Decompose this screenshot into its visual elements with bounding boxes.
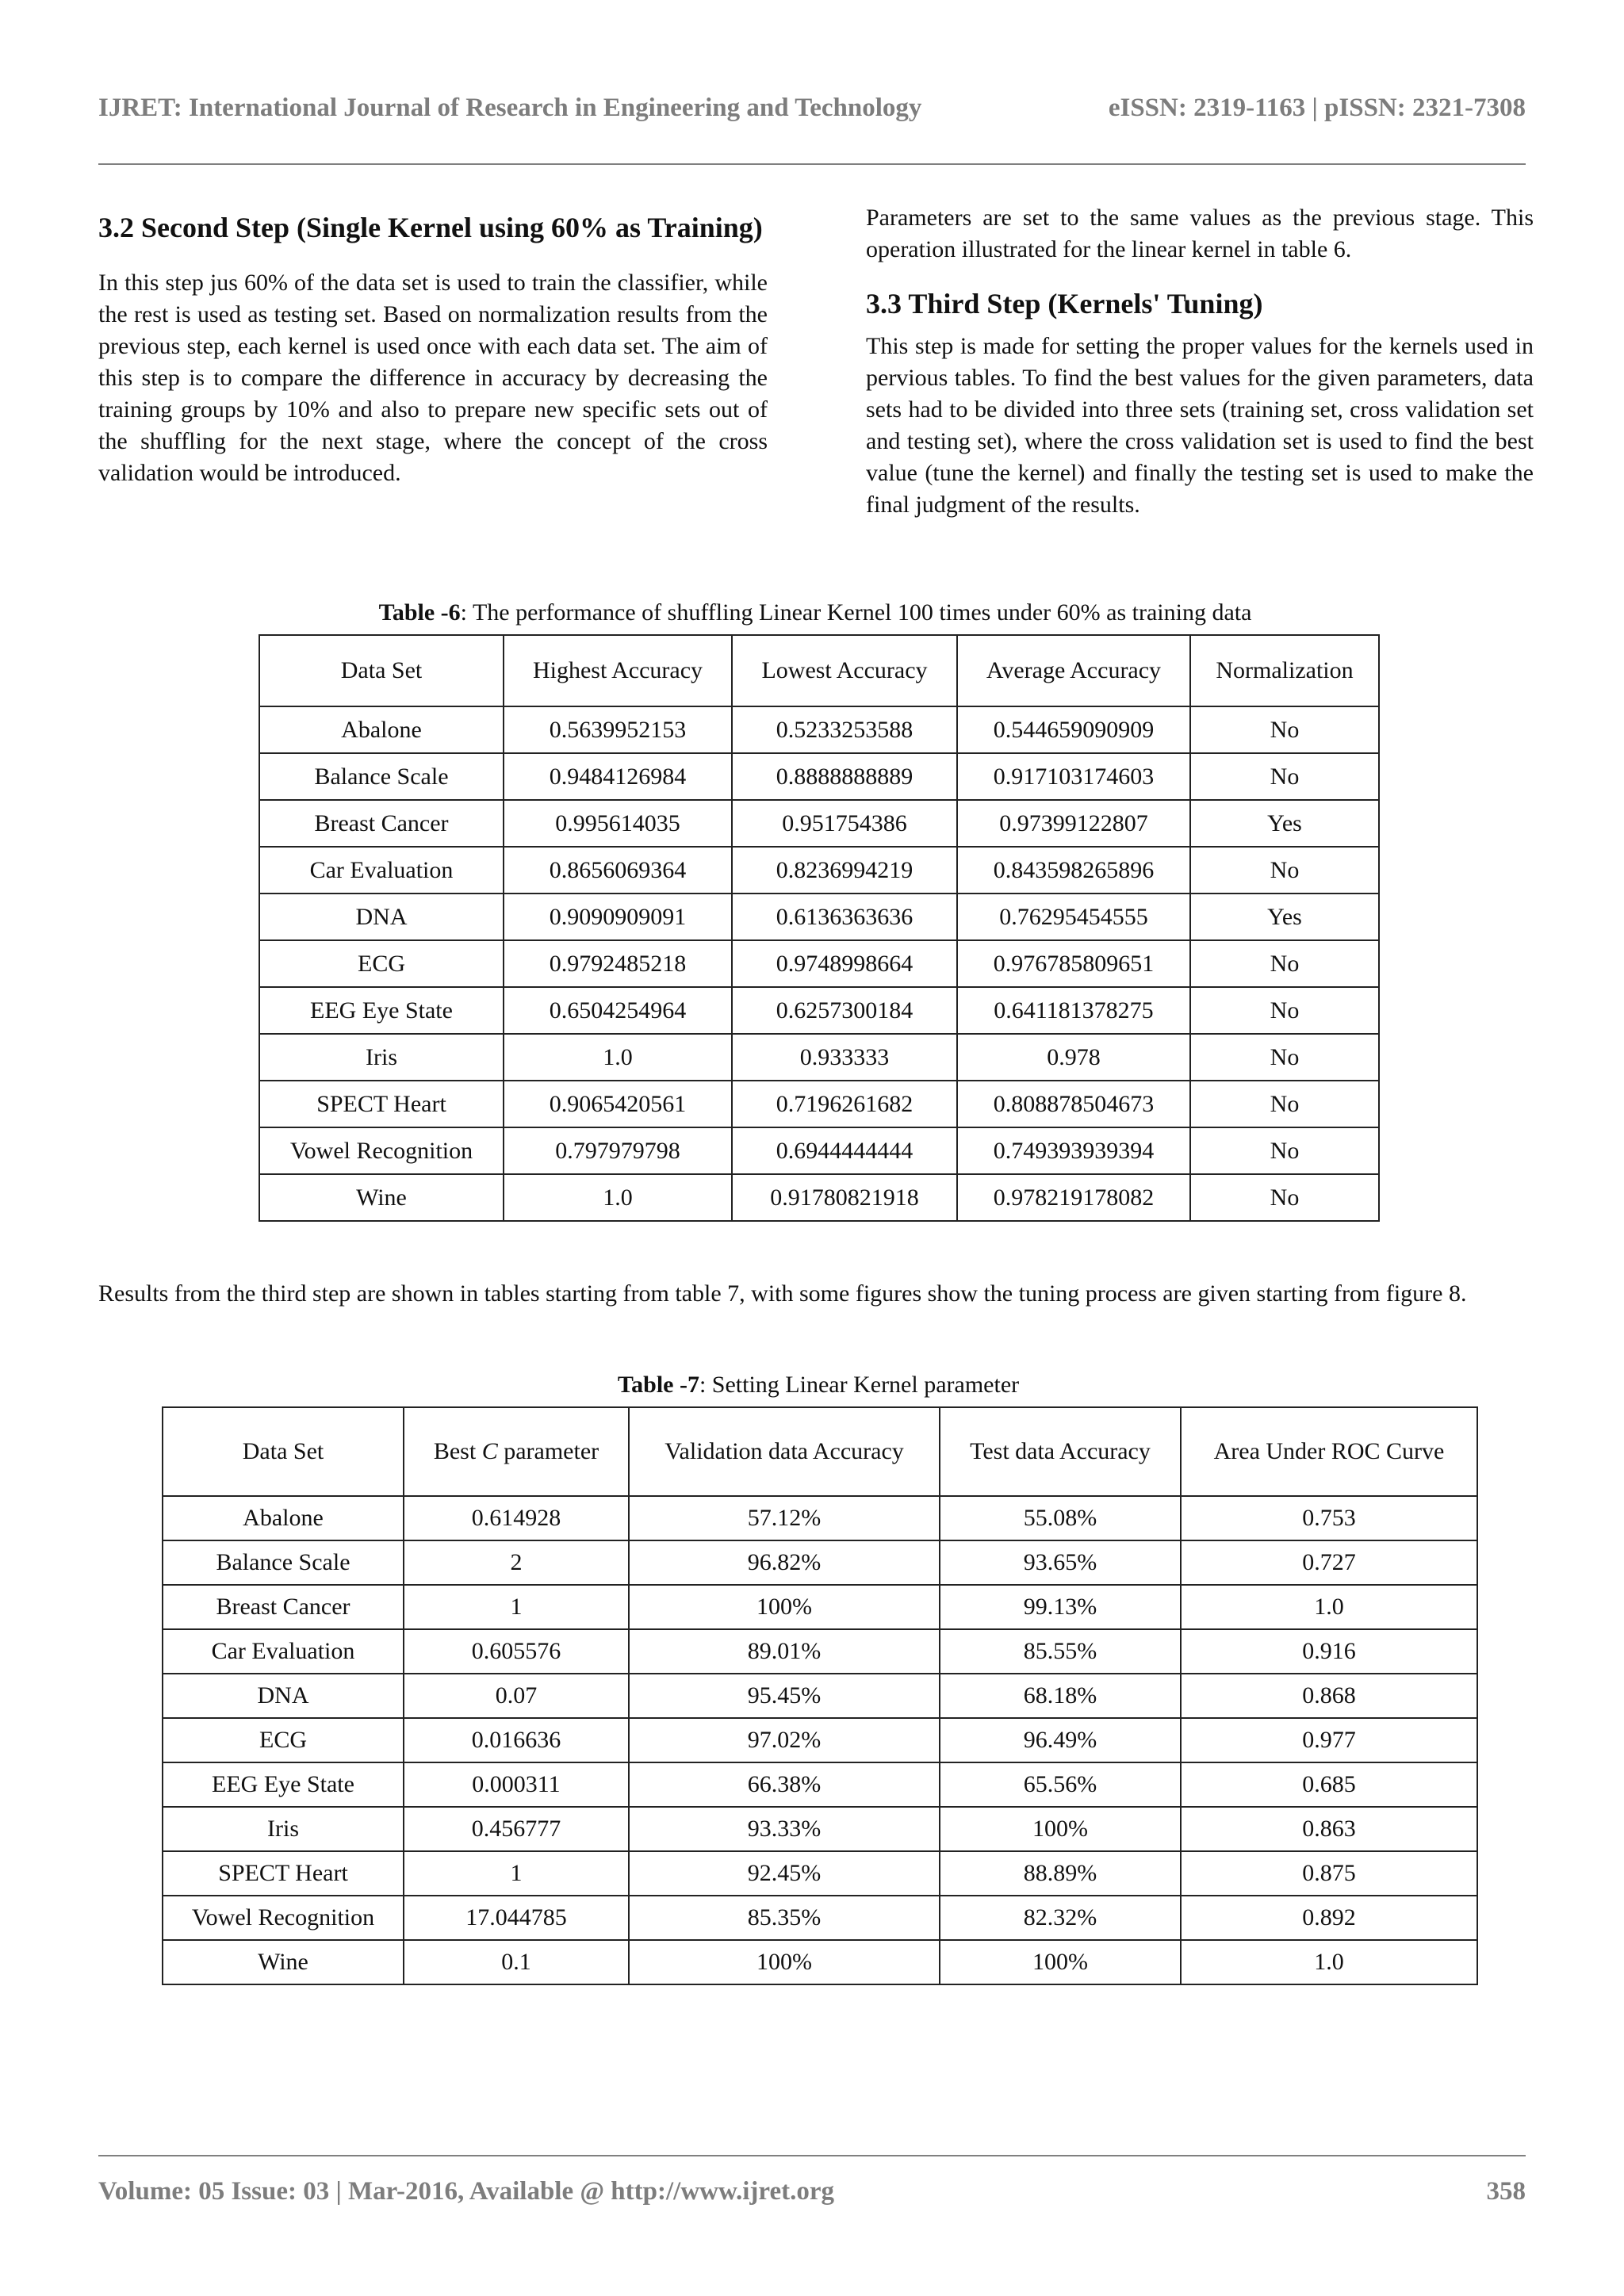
table6-row — [259, 987, 1379, 1034]
table6-header-row — [259, 635, 1379, 706]
table6-row — [259, 753, 1379, 800]
table7-cell: 0.1 — [404, 1940, 629, 1984]
table7-cell: 85.35% — [629, 1896, 940, 1940]
table7-cell: Iris — [163, 1807, 404, 1851]
section-3-2-heading: 3.2 Second Step (Single Kernel using 60% as Training) — [98, 212, 763, 243]
table6-cell: EEG Eye State — [259, 987, 504, 1034]
table7-cell: ECG — [163, 1718, 404, 1762]
table6-cell: Abalone — [259, 706, 504, 753]
table7-cell: 0.875 — [1181, 1851, 1477, 1896]
table7-cell: 96.49% — [940, 1718, 1181, 1762]
table7-cell: 0.868 — [1181, 1674, 1477, 1718]
table6-cell: 0.6504254964 — [504, 987, 732, 1034]
table7-cell: DNA — [163, 1674, 404, 1718]
table6-row — [259, 940, 1379, 987]
table6-cell: Wine — [259, 1174, 504, 1221]
table6-cell: 0.917103174603 — [957, 753, 1190, 800]
table6-cell: 0.97399122807 — [957, 800, 1190, 847]
table6-cell: 0.995614035 — [504, 800, 732, 847]
table7-cell: 68.18% — [940, 1674, 1181, 1718]
table7-cell: 99.13% — [940, 1585, 1181, 1629]
table6-cell: 0.5639952153 — [504, 706, 732, 753]
table6-cell: 0.978219178082 — [957, 1174, 1190, 1221]
table7-cell: 0.000311 — [404, 1762, 629, 1807]
table6-cell: 0.6944444444 — [732, 1127, 957, 1174]
table6-body — [259, 706, 1379, 1221]
table7-cell: 55.08% — [940, 1496, 1181, 1540]
table7-cell: 0.605576 — [404, 1629, 629, 1674]
table6-cell: 0.7196261682 — [732, 1081, 957, 1127]
table7-row — [163, 1762, 1477, 1807]
table6-cell: DNA — [259, 894, 504, 940]
table7-caption — [162, 1372, 1475, 1399]
table6-cell: 0.6136363636 — [732, 894, 957, 940]
table7-row — [163, 1674, 1477, 1718]
table6-cell: Breast Cancer — [259, 800, 504, 847]
table6-row — [259, 706, 1379, 753]
table7-cell: 95.45% — [629, 1674, 940, 1718]
table7-cell: 82.32% — [940, 1896, 1181, 1940]
table7-cell: 100% — [940, 1940, 1181, 1984]
issn-info: eISSN: 2319-1163 | pISSN: 2321-7308 — [1108, 94, 1526, 122]
table6-header-cell: Lowest Accuracy — [732, 635, 957, 706]
table7-row — [163, 1718, 1477, 1762]
table7-cell: 0.614928 — [404, 1496, 629, 1540]
table6-cell: 0.8236994219 — [732, 847, 957, 894]
journal-title: IJRET: International Journal of Research in Engineering and Technology — [98, 94, 922, 122]
table6-row — [259, 1174, 1379, 1221]
table7-row — [163, 1629, 1477, 1674]
table6-cell: 0.9090909091 — [504, 894, 732, 940]
table7-cell: Breast Cancer — [163, 1585, 404, 1629]
results-paragraph: Results from the third step are shown in tables starting from table 7, with some figures show the tuning process are given starting from figure 8. — [98, 1280, 1467, 1307]
table7-cell: 100% — [629, 1585, 940, 1629]
table6-header-cell: Data Set — [259, 635, 504, 706]
table7-cell: 0.456777 — [404, 1807, 629, 1851]
table7-cell: Abalone — [163, 1496, 404, 1540]
table7-row — [163, 1496, 1477, 1540]
table7-header-cell: Area Under ROC Curve — [1181, 1407, 1477, 1496]
table7-cell: 0.727 — [1181, 1540, 1477, 1585]
table7-cell: 100% — [629, 1940, 940, 1984]
table7-cell: 88.89% — [940, 1851, 1181, 1896]
table7-cell: 66.38% — [629, 1762, 940, 1807]
table6-cell: 1.0 — [504, 1174, 732, 1221]
table7-cell: EEG Eye State — [163, 1762, 404, 1807]
table7-cell: Vowel Recognition — [163, 1896, 404, 1940]
table7-cell: 1.0 — [1181, 1940, 1477, 1984]
table7-header-cell: Validation data Accuracy — [629, 1407, 940, 1496]
table6-cell: No — [1190, 940, 1379, 987]
table6-row — [259, 1081, 1379, 1127]
table7-header-row — [163, 1407, 1477, 1496]
table7-caption-text: : Setting Linear Kernel parameter — [699, 1372, 1020, 1398]
table7-cell: 100% — [940, 1807, 1181, 1851]
table7-cell: 0.753 — [1181, 1496, 1477, 1540]
table6 — [259, 634, 1380, 1222]
table6-row — [259, 1127, 1379, 1174]
table7-cell: 85.55% — [940, 1629, 1181, 1674]
page-footer — [98, 2155, 1526, 2206]
table6-cell: 0.9792485218 — [504, 940, 732, 987]
table6-cell: 0.951754386 — [732, 800, 957, 847]
table6-cell: 0.76295454555 — [957, 894, 1190, 940]
table6-row — [259, 800, 1379, 847]
right-intro-paragraph: Parameters are set to the same values as the previous stage. This operation illustrated for the linear kernel in table 6. — [866, 205, 1534, 262]
right-column — [866, 202, 1534, 521]
table7-cell: 2 — [404, 1540, 629, 1585]
table6-cell: No — [1190, 987, 1379, 1034]
table7-cell: 93.33% — [629, 1807, 940, 1851]
table6-cell: 0.9484126984 — [504, 753, 732, 800]
section-3-2-body: In this step jus 60% of the data set is used to train the classifier, while the rest is used as testing set. Based on normalization results from the previous step, each kernel is used once with each data set. The aim of this step is to compare the difference in accuracy by decreasing the training groups by 10% and also to prepare new specific sets out of the shuffling for the next stage, where the concept of the cross validation would be introduced. — [98, 270, 768, 486]
table7-cell: 0.016636 — [404, 1718, 629, 1762]
table7-row — [163, 1585, 1477, 1629]
table7-cell: Balance Scale — [163, 1540, 404, 1585]
table7-row — [163, 1896, 1477, 1940]
table7-cell: 97.02% — [629, 1718, 940, 1762]
table6-cell: Iris — [259, 1034, 504, 1081]
page-number: 358 — [1486, 2177, 1526, 2206]
table6-row — [259, 1034, 1379, 1081]
table7-row — [163, 1540, 1477, 1585]
table7-cell: 93.65% — [940, 1540, 1181, 1585]
table6-header-cell: Highest Accuracy — [504, 635, 732, 706]
table7-body — [163, 1496, 1477, 1984]
table6-cell: 0.8888888889 — [732, 753, 957, 800]
table7-row — [163, 1807, 1477, 1851]
table6-cell: No — [1190, 1174, 1379, 1221]
table7-cell: 0.916 — [1181, 1629, 1477, 1674]
section-3-3-body: This step is made for setting the proper values for the kernels used in pervious tables. To find the best values for the given parameters, data sets had to be divided into three sets (training set, cross validation set and testing set), where the cross validation set is used to find the best value (tune the kernel) and finally the testing set is used to make the final judgment of the results. — [866, 333, 1534, 518]
table6-header-cell: Average Accuracy — [957, 635, 1190, 706]
table6-cell: Vowel Recognition — [259, 1127, 504, 1174]
table7-cell: Wine — [163, 1940, 404, 1984]
table6-cell: 0.5233253588 — [732, 706, 957, 753]
table6-cell: 0.797979798 — [504, 1127, 732, 1174]
table7-cell: 1 — [404, 1585, 629, 1629]
section-3-3-heading: 3.3 Third Step (Kernels' Tuning) — [866, 288, 1263, 320]
table7-cell: SPECT Heart — [163, 1851, 404, 1896]
table7-header-cell: Data Set — [163, 1407, 404, 1496]
table7-cell: 57.12% — [629, 1496, 940, 1540]
left-column — [98, 202, 768, 489]
table7-cell: 0.685 — [1181, 1762, 1477, 1807]
table6-header-cell: Normalization — [1190, 635, 1379, 706]
table7-cell: 89.01% — [629, 1629, 940, 1674]
table6-caption-text: : The performance of shuffling Linear Kernel 100 times under 60% as training data — [460, 599, 1252, 626]
table6-cell: No — [1190, 706, 1379, 753]
table6-cell: Car Evaluation — [259, 847, 504, 894]
table6-cell: No — [1190, 847, 1379, 894]
table6-caption — [259, 599, 1372, 626]
table6-row — [259, 894, 1379, 940]
table6-cell: Yes — [1190, 894, 1379, 940]
table7-cell: 0.977 — [1181, 1718, 1477, 1762]
table7-cell: 17.044785 — [404, 1896, 629, 1940]
table7-header-cell: Best C parameter — [404, 1407, 629, 1496]
table7-cell: 92.45% — [629, 1851, 940, 1896]
table6-cell: No — [1190, 753, 1379, 800]
table6-cell: SPECT Heart — [259, 1081, 504, 1127]
table7-cell: 1 — [404, 1851, 629, 1896]
table7-header-cell: Test data Accuracy — [940, 1407, 1181, 1496]
table6-cell: 0.976785809651 — [957, 940, 1190, 987]
table6-cell: 0.9748998664 — [732, 940, 957, 987]
table7-cell: 0.07 — [404, 1674, 629, 1718]
table6-cell: Balance Scale — [259, 753, 504, 800]
table6-cell: 0.641181378275 — [957, 987, 1190, 1034]
table7-row — [163, 1940, 1477, 1984]
table7-cell: 65.56% — [940, 1762, 1181, 1807]
table7-row — [163, 1851, 1477, 1896]
table6-cell: Yes — [1190, 800, 1379, 847]
table6-cell: 0.91780821918 — [732, 1174, 957, 1221]
table7-caption-label: Table -7 — [617, 1372, 699, 1398]
table6-cell: 0.8656069364 — [504, 847, 732, 894]
table7-cell: 0.863 — [1181, 1807, 1477, 1851]
table6-caption-label: Table -6 — [378, 599, 461, 626]
footer-volume-info: Volume: 05 Issue: 03 | Mar-2016, Available @ http://www.ijret.org — [98, 2177, 834, 2206]
table6-cell: No — [1190, 1127, 1379, 1174]
table6-cell: No — [1190, 1081, 1379, 1127]
table7-cell: Car Evaluation — [163, 1629, 404, 1674]
table6-cell: 0.6257300184 — [732, 987, 957, 1034]
table6-cell: No — [1190, 1034, 1379, 1081]
table6-cell: ECG — [259, 940, 504, 987]
table6-cell: 0.808878504673 — [957, 1081, 1190, 1127]
table6-cell: 0.544659090909 — [957, 706, 1190, 753]
table6-cell: 0.978 — [957, 1034, 1190, 1081]
table6-cell: 1.0 — [504, 1034, 732, 1081]
table6-row — [259, 847, 1379, 894]
table6-cell: 0.843598265896 — [957, 847, 1190, 894]
table6-cell: 0.9065420561 — [504, 1081, 732, 1127]
table7-cell: 0.892 — [1181, 1896, 1477, 1940]
table7 — [162, 1406, 1478, 1985]
table7-cell: 1.0 — [1181, 1585, 1477, 1629]
table6-cell: 0.749393939394 — [957, 1127, 1190, 1174]
table6-cell: 0.933333 — [732, 1034, 957, 1081]
table7-cell: 96.82% — [629, 1540, 940, 1585]
page-header — [98, 94, 1526, 165]
